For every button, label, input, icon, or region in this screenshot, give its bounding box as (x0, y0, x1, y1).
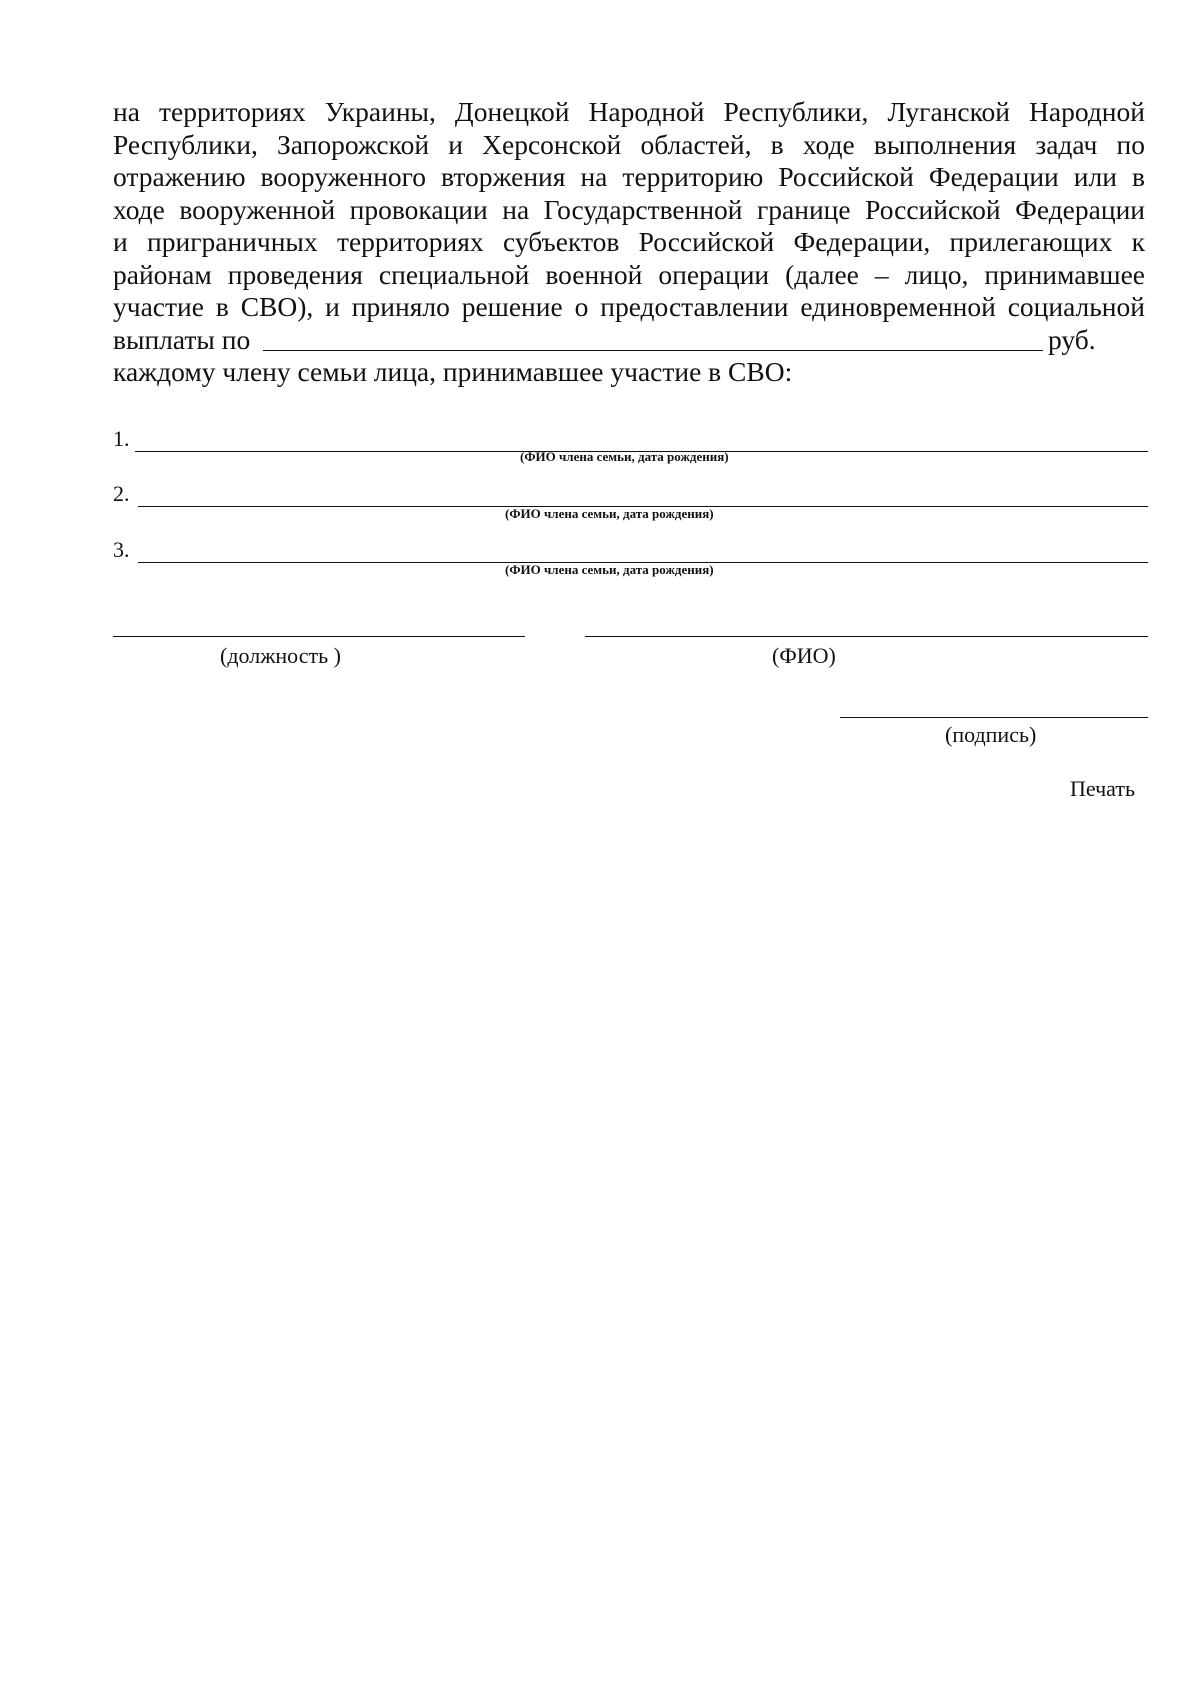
amount-unit: руб. (1048, 323, 1096, 355)
member-number: 2. (113, 481, 130, 506)
paragraph-line: и приграничных территориях субъектов Российской Федерации, прилегающих к (113, 226, 1145, 257)
member-number: 3. (113, 537, 130, 562)
member-number: 1. (113, 426, 130, 451)
payment-paragraph (113, 96, 1145, 389)
signature-caption: (подпись) (945, 722, 1037, 747)
paragraph-line: на территориях Украины, Донецкой Народной Республики, Луганской Народной (113, 96, 1145, 127)
stamp-label: Печать (1070, 776, 1136, 801)
family-member-caption: (ФИО члена семьи, дата рождения) (520, 449, 729, 464)
family-member-caption: (ФИО члена семьи, дата рождения) (505, 562, 714, 577)
position-caption: (должность ) (220, 643, 341, 668)
amount-field[interactable] (263, 350, 1043, 351)
name-caption: (ФИО) (772, 643, 836, 668)
family-member-caption: (ФИО члена семьи, дата рождения) (505, 506, 714, 521)
payment-amount-row (113, 324, 1145, 357)
paragraph-last-line: каждому члену семьи лица, принимавшее участие в СВО: (113, 356, 793, 387)
name-field[interactable] (585, 636, 1148, 637)
paragraph-line: Республики, Запорожской и Херсонской областей, в ходе выполнения задач по (113, 128, 1145, 160)
signature-field[interactable] (840, 717, 1148, 718)
paragraph-line: ходе вооруженной провокации на Государственной границе Российской Федерации (113, 193, 1145, 225)
paragraph-line: отражению вооруженного вторжения на территорию Российской Федерации или в (113, 161, 1145, 192)
position-field[interactable] (113, 636, 525, 637)
paragraph-line: районам проведения специальной военной операции (далее – лицо, принимавшее (113, 258, 1145, 290)
paragraph-line: участие в СВО), и приняло решение о предоставлении единовременной социальной (113, 291, 1145, 322)
amount-label: выплаты по (113, 323, 251, 355)
